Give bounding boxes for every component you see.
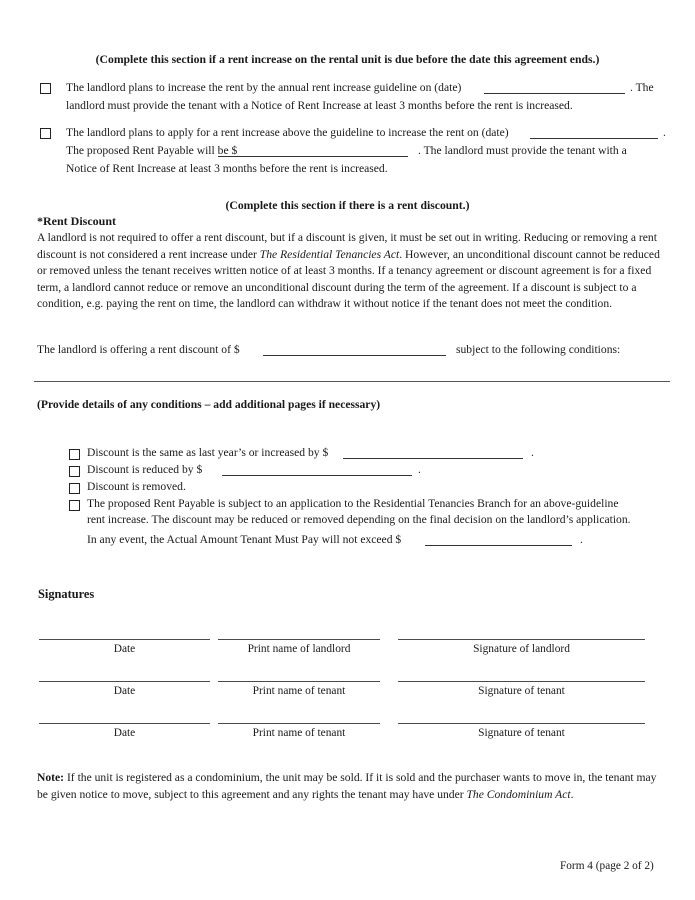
- rent-increase-option2-line3: Notice of Rent Increase at least 3 months before the rent is increased.: [66, 162, 388, 175]
- condominium-note: [37, 770, 665, 803]
- signature-row-2-date-line[interactable]: [39, 681, 210, 682]
- condition-2-label-after: .: [418, 463, 421, 476]
- signature-row-1-printname-label: Print name of landlord: [247, 643, 351, 655]
- rent-discount-subheading: *Rent Discount: [37, 214, 117, 228]
- rent-discount-body-p1: A landlord is not required to offer a rent discount, but if a discount is given, it must be set out in writing. Reducing or removing a rent discount is not considered a rent increase under: [37, 231, 657, 261]
- condition-3-label: Discount is removed.: [87, 480, 186, 493]
- actual-amount-tenant-must-pay-field[interactable]: [425, 545, 572, 546]
- conditions-prompt-label: (Provide details of any conditions – add additional pages if necessary): [37, 398, 381, 411]
- discount-reduction-amount-field[interactable]: [222, 475, 412, 476]
- checkbox-rent-increase-guideline[interactable]: [40, 83, 51, 94]
- condition-1-label-after: .: [531, 446, 534, 459]
- rent-increase-option1-line1-before: The landlord plans to increase the rent by the annual rent increase guideline on (date): [66, 81, 462, 94]
- rent-increase-date-field-1[interactable]: [484, 93, 625, 94]
- checkbox-discount-same-or-increased[interactable]: [69, 449, 80, 460]
- checkbox-rent-payable-application[interactable]: [69, 500, 80, 511]
- rent-increase-option2-line1-before: The landlord plans to apply for a rent increase above the guideline to increase the rent on (date): [66, 126, 509, 139]
- discount-offer-label-before: The landlord is offering a rent discount of $: [37, 343, 240, 356]
- signature-row-3-printname-line[interactable]: [218, 723, 380, 724]
- rent-increase-section-heading: (Complete this section if a rent increase on the rental unit is due before the date this agreement ends.): [95, 53, 600, 66]
- condition-4-line1: The proposed Rent Payable is subject to an application to the Residential Tenancies Branch for an above-guideline: [87, 497, 619, 510]
- note-text-part1: If the unit is registered as a condominium, the unit may be sold. If it is sold and the purchaser wants to move in, the tenant may be given notice to move, subject to this agreement and any rights the tenant may have under: [37, 771, 657, 801]
- form-footer-id: Form 4 (page 2 of 2): [560, 860, 654, 872]
- discount-increase-amount-field[interactable]: [343, 458, 523, 459]
- condition-1-label-before: Discount is the same as last year’s or increased by $: [87, 446, 329, 459]
- signature-row-2-printname-label: Print name of tenant: [252, 685, 346, 697]
- section-divider-rule: [34, 381, 670, 382]
- condition-2-label-before: Discount is reduced by $: [87, 463, 203, 476]
- condominium-act-citation: The Condominium Act: [466, 787, 571, 801]
- signatures-heading: Signatures: [38, 587, 95, 601]
- signature-row-1-date-line[interactable]: [39, 639, 210, 640]
- rent-increase-option2-line2-before: The proposed Rent Payable will be $: [66, 144, 238, 157]
- signature-row-3-signature-label: Signature of tenant: [478, 727, 565, 739]
- checkbox-discount-removed[interactable]: [69, 483, 80, 494]
- rent-increase-option2-line1-after: .: [663, 126, 666, 139]
- signature-row-3-date-line[interactable]: [39, 723, 210, 724]
- rent-discount-body-p2: . However, an unconditional discount cannot be reduced or removed unless the tenant receives written notice of at least 3 months. If a tenancy agreement or discount agreement is for a fixed term, a landlord cannot reduce or remove an unconditional discount during the term of the agreement. If a discount is subject to a condition, e.g. paying the rent on time, the landlord can withdraw it without notice if the tenant does not meet the condition.: [37, 247, 660, 311]
- discount-amount-field[interactable]: [263, 355, 446, 356]
- condition-4-line3-after: .: [580, 533, 583, 546]
- signature-row-2-printname-line[interactable]: [218, 681, 380, 682]
- signature-row-1-signature-line[interactable]: [398, 639, 645, 640]
- signature-row-3-date-label: Date: [113, 727, 136, 739]
- note-label: Note:: [37, 771, 65, 784]
- checkbox-discount-reduced[interactable]: [69, 466, 80, 477]
- signature-row-3-signature-line[interactable]: [398, 723, 645, 724]
- condition-4-line3-before: In any event, the Actual Amount Tenant Must Pay will not exceed $: [87, 533, 402, 546]
- proposed-rent-payable-field[interactable]: [218, 156, 408, 157]
- checkbox-rent-increase-above-guideline[interactable]: [40, 128, 51, 139]
- discount-offer-label-after: subject to the following conditions:: [456, 343, 621, 356]
- signature-row-1-signature-label: Signature of landlord: [473, 643, 570, 655]
- rent-discount-section-heading: (Complete this section if there is a rent discount.): [225, 199, 470, 212]
- signature-row-2-signature-label: Signature of tenant: [478, 685, 565, 697]
- rent-increase-option1-line1-after: . The: [630, 81, 654, 94]
- rent-increase-option1-line2: landlord must provide the tenant with a Notice of Rent Increase at least 3 months before the rent is increased.: [66, 99, 573, 112]
- note-text-part2: .: [570, 787, 574, 801]
- signature-row-1-printname-line[interactable]: [218, 639, 380, 640]
- condition-4-line2: rent increase. The discount may be reduced or removed depending on the final decision on the landlord’s application.: [87, 513, 631, 526]
- signature-row-1-date-label: Date: [113, 643, 136, 655]
- rent-increase-option2-line2-after: . The landlord must provide the tenant with a: [418, 144, 627, 157]
- signature-row-2-signature-line[interactable]: [398, 681, 645, 682]
- residential-tenancies-act-citation: The Residential Tenancies Act: [259, 247, 400, 261]
- signature-row-3-printname-label: Print name of tenant: [252, 727, 346, 739]
- rent-increase-date-field-2[interactable]: [530, 138, 658, 139]
- signature-row-2-date-label: Date: [113, 685, 136, 697]
- rent-discount-body-paragraph: [37, 230, 662, 313]
